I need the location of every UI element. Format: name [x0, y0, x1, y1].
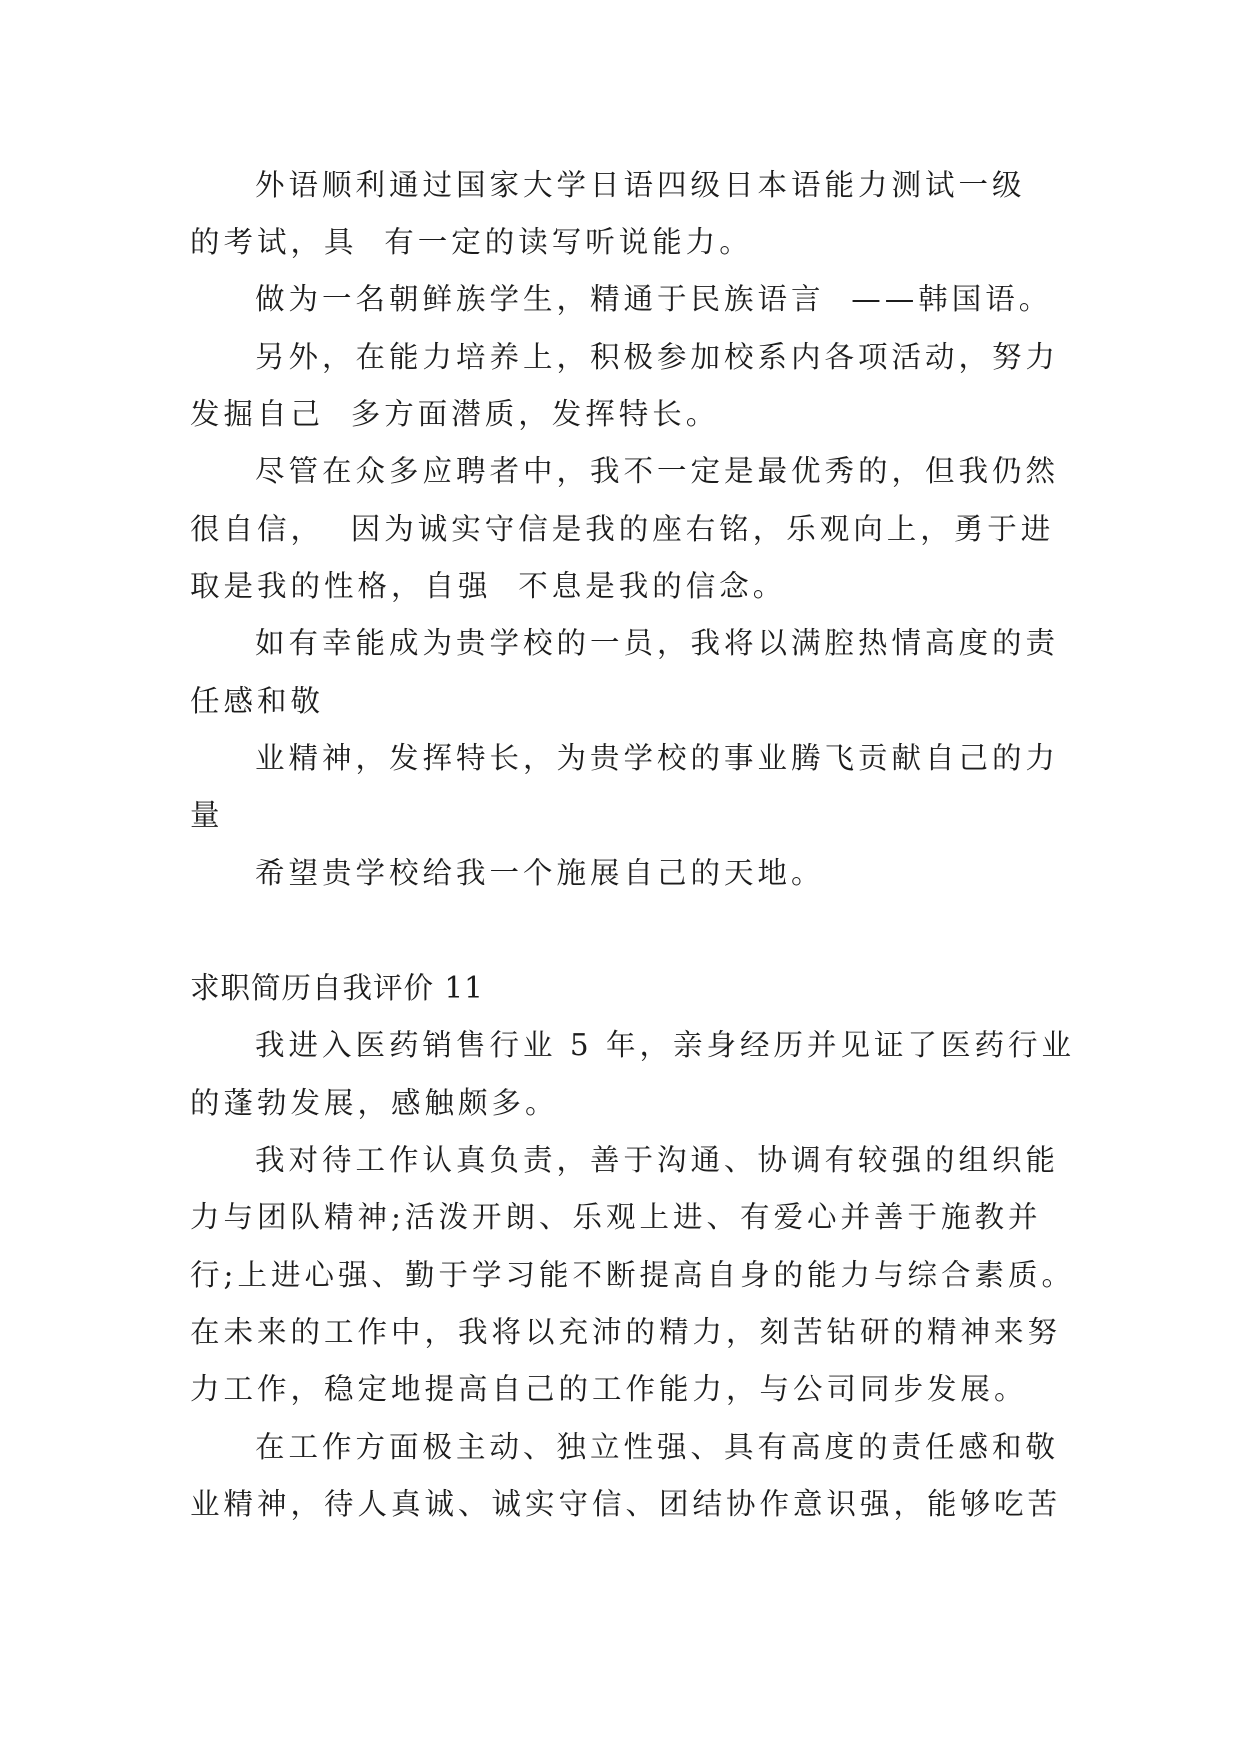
text-line: 业精神，发挥特长，为贵学校的事业腾飞贡献自己的力	[255, 741, 1060, 775]
text-line: 我对待工作认真负责，善于沟通、协调有较强的组织能	[255, 1143, 1060, 1177]
text-line: 希望贵学校给我一个施展自己的天地。	[255, 856, 825, 890]
text-line: 在未来的工作中，我将以充沛的精力，刻苦钻研的精神来努	[190, 1315, 1062, 1349]
text-line: 在工作方面极主动、独立性强、具有高度的责任感和敬	[255, 1430, 1060, 1464]
text-line: 的考试，具 有一定的读写听说能力。	[190, 225, 753, 259]
text-line: 尽管在众多应聘者中，我不一定是最优秀的，但我仍然	[255, 454, 1060, 488]
text-line: 的蓬勃发展，感触颇多。	[190, 1086, 559, 1120]
text-line: 量	[190, 798, 224, 832]
text-line: 做为一名朝鲜族学生，精通于民族语言 ——韩国语。	[255, 282, 1053, 316]
text-line: 我进入医药销售行业 5 年，亲身经历并见证了医药行业	[255, 1028, 1076, 1062]
text-line: 如有幸能成为贵学校的一员，我将以满腔热情高度的责	[255, 626, 1060, 660]
text-line: 发掘自己 多方面潜质，发挥特长。	[190, 397, 720, 431]
text-line: 力与团队精神;活泼开朗、乐观上进、有爱心并善于施教并	[190, 1200, 1042, 1234]
text-line: 业精神，待人真诚、诚实守信、团结协作意识强，能够吃苦	[190, 1487, 1062, 1521]
text-line: 任感和敬	[190, 684, 325, 718]
section-title: 求职简历自我评价 11	[190, 971, 484, 1005]
text-line: 取是我的性格，自强 不息是我的信念。	[190, 569, 787, 603]
text-line: 力工作，稳定地提高自己的工作能力，与公司同步发展。	[190, 1372, 1028, 1406]
text-line: 很自信， 因为诚实守信是我的座右铭，乐观向上，勇于进	[190, 512, 1055, 546]
text-line: 行;上进心强、勤于学习能不断提高自身的能力与综合素质。	[190, 1258, 1075, 1292]
text-line: 另外，在能力培养上，积极参加校系内各项活动，努力	[255, 340, 1060, 374]
text-line: 外语顺利通过国家大学日语四级日本语能力测试一级	[255, 168, 1026, 202]
